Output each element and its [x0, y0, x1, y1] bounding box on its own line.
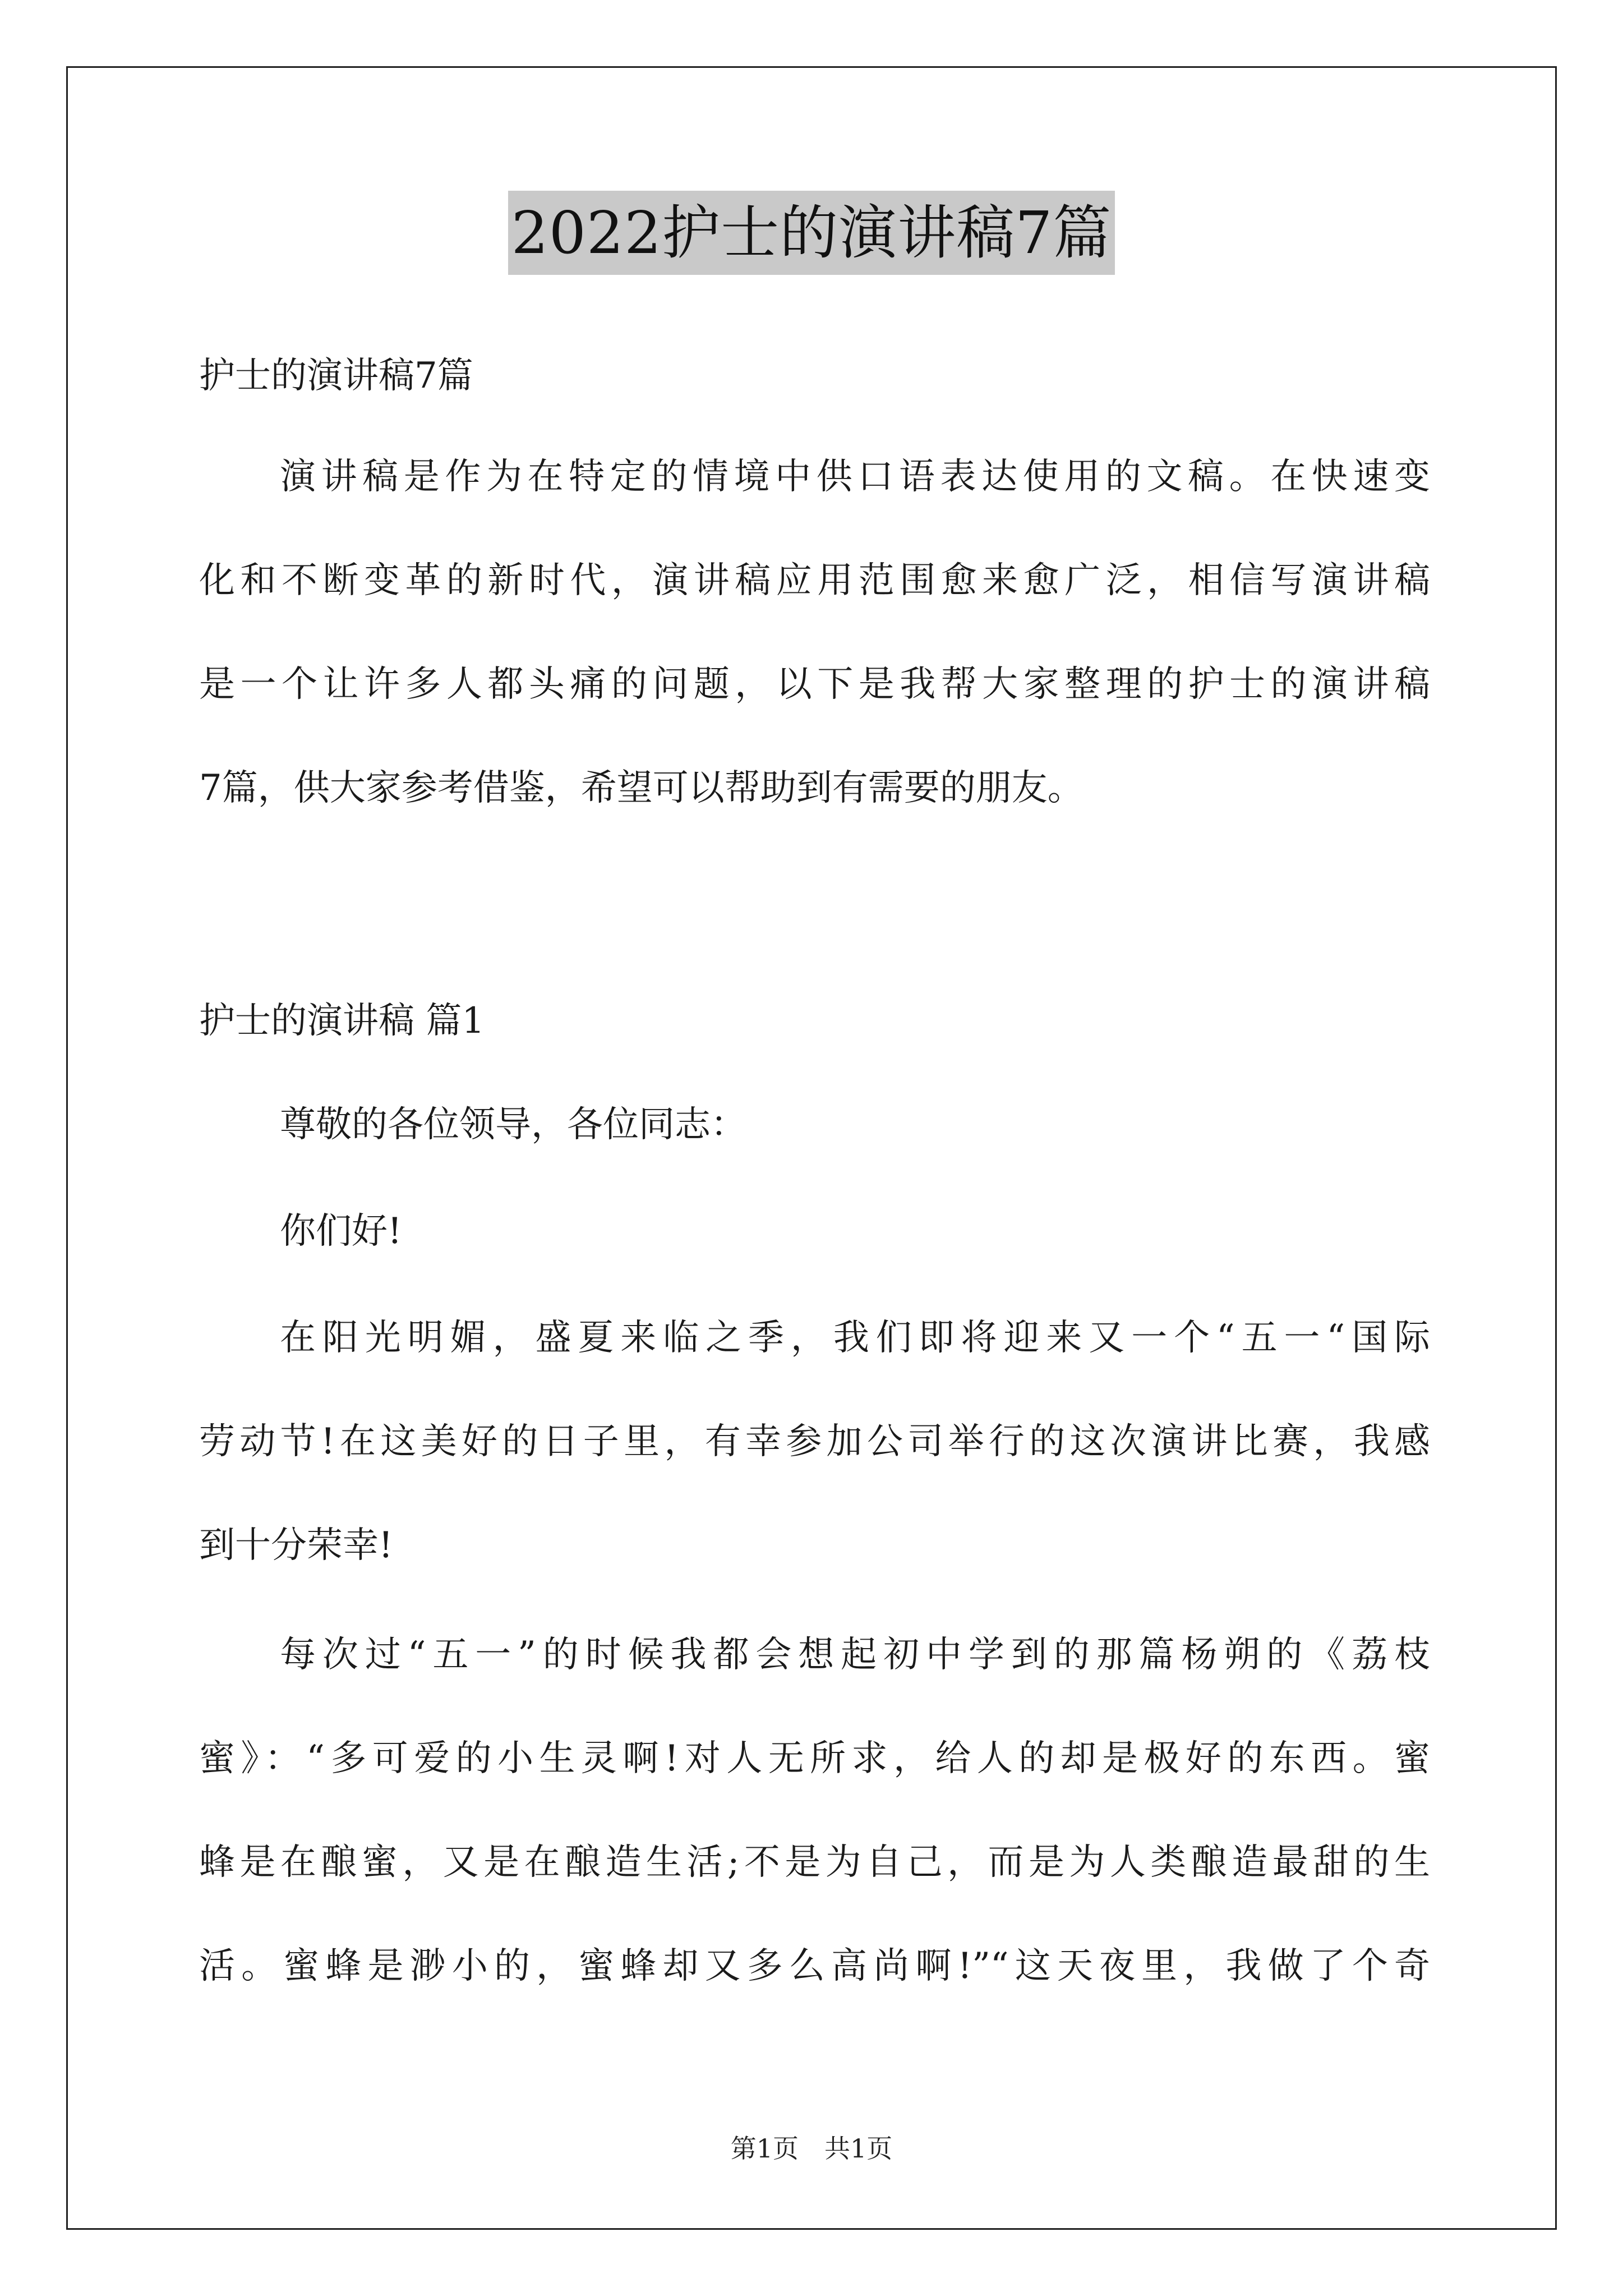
page-footer: 第1页 共1页 — [730, 2133, 893, 2164]
para2-line-3: 蜂是在酿蜜，又是在酿造生活;不是为自己，而是为人类酿造最甜的生 — [199, 1842, 1430, 1883]
intro-line-4: 7篇，供大家参考借鉴，希望可以帮助到有需要的朋友。 — [199, 767, 1083, 809]
title-block — [0, 191, 1623, 275]
intro-line-2: 化和不断变革的新时代，演讲稿应用范围愈来愈广泛，相信写演讲稿 — [199, 560, 1430, 601]
para2-line-2: 蜜》：“多可爱的小生灵啊!对人无所求，给人的却是极好的东西。蜜 — [199, 1738, 1430, 1779]
intro-line-3: 是一个让许多人都头痛的问题，以下是我帮大家整理的护士的演讲稿 — [199, 664, 1430, 705]
para1-line-2: 劳动节!在这美好的日子里，有幸参加公司举行的这次演讲比赛，我感 — [199, 1421, 1430, 1462]
para1-line-3: 到十分荣幸! — [199, 1525, 393, 1566]
hello: 你们好! — [280, 1211, 402, 1252]
section-heading: 护士的演讲稿 篇1 — [199, 1000, 485, 1042]
subtitle: 护士的演讲稿7篇 — [199, 355, 473, 397]
document-title: 2022护士的演讲稿7篇 — [508, 191, 1115, 275]
intro-line-1: 演讲稿是作为在特定的情境中供口语表达使用的文稿。在快速变 — [280, 456, 1430, 498]
para2-line-1: 每次过“五一”的时候我都会想起初中学到的那篇杨朔的《荔枝 — [280, 1634, 1430, 1676]
para1-line-1: 在阳光明媚，盛夏来临之季，我们即将迎来又一个“五一“国际 — [280, 1317, 1430, 1359]
para2-line-4: 活。蜜蜂是渺小的，蜜蜂却又多么高尚啊!”“这天夜里，我做了个奇 — [199, 1945, 1430, 1987]
greeting: 尊敬的各位领导，各位同志： — [280, 1104, 746, 1145]
